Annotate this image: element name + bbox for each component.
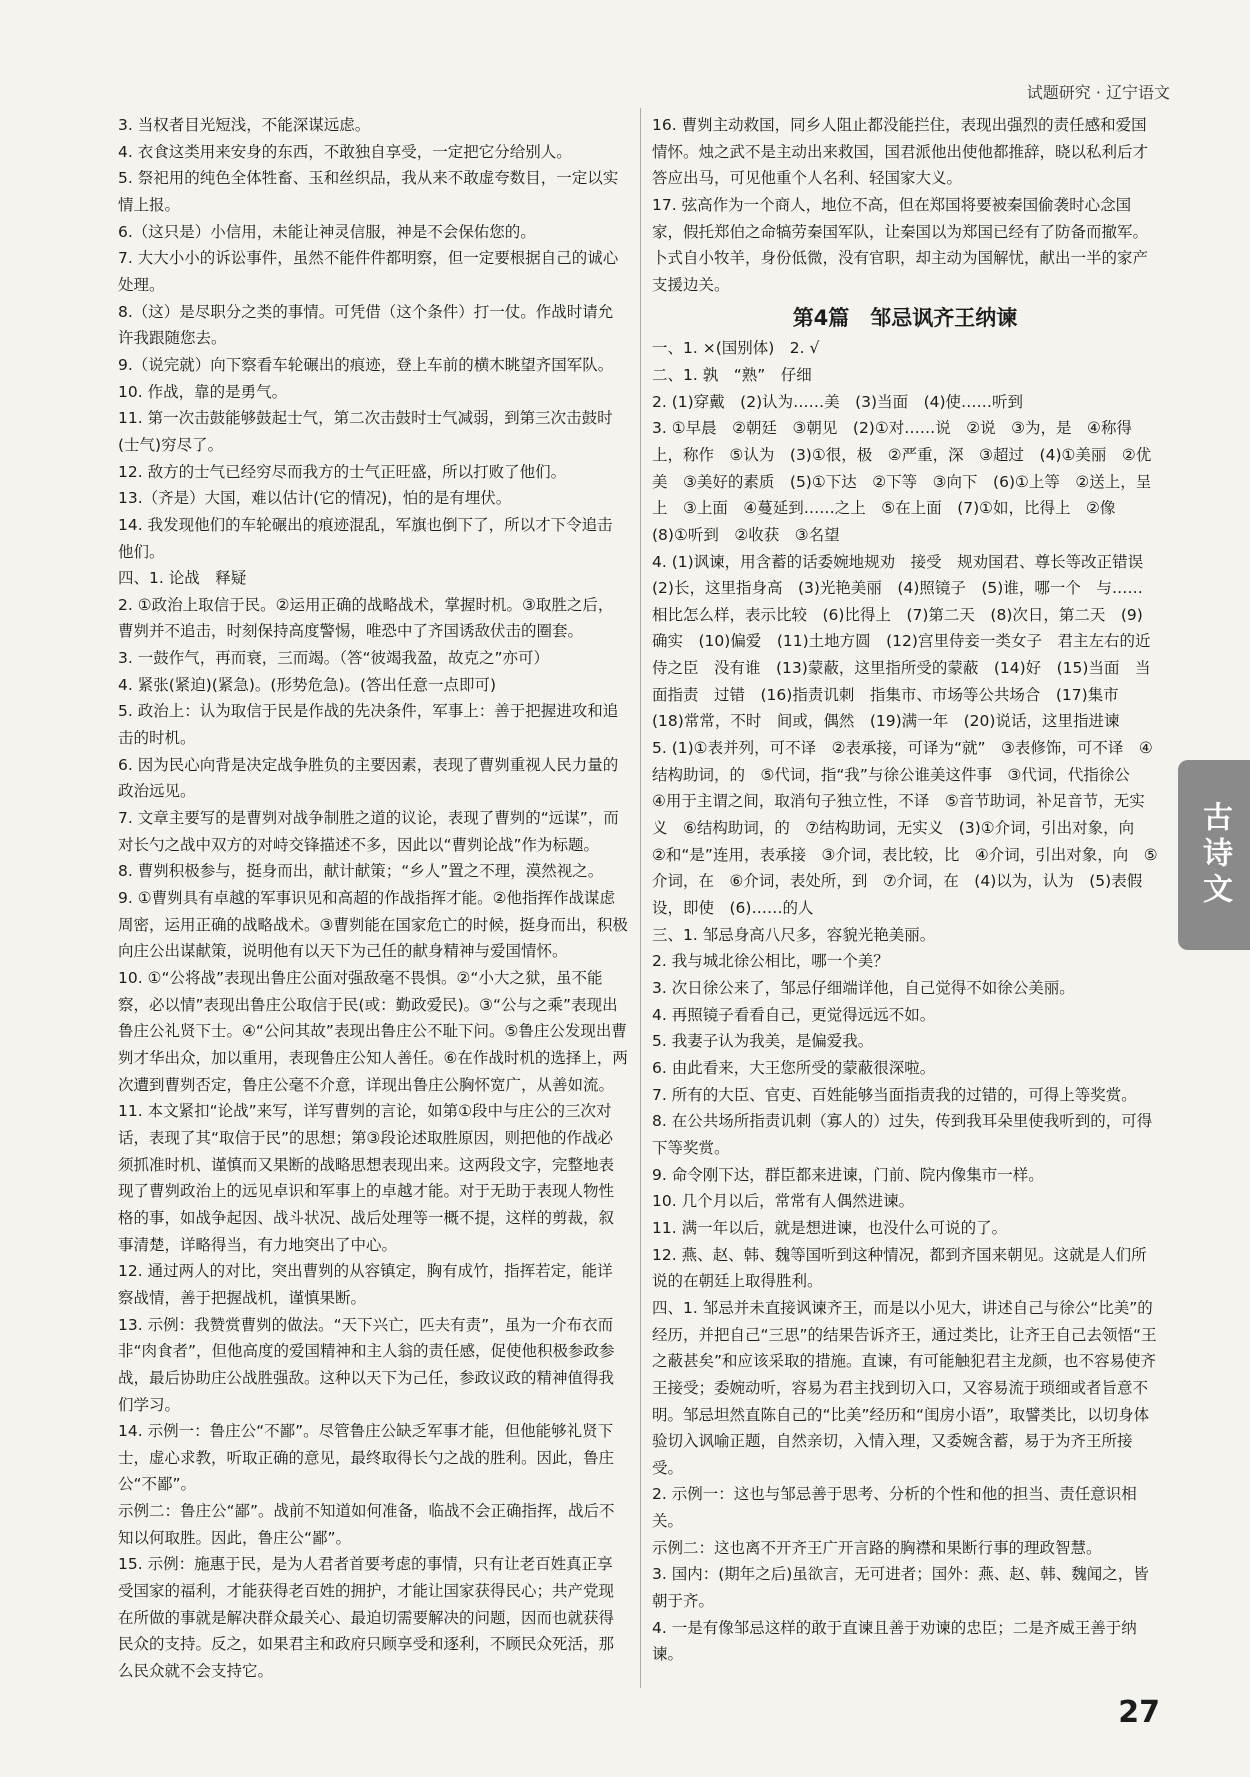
answer-item: 10. 作战，靠的是勇气。 [118, 382, 288, 401]
answer-item: 12. 通过两人的对比，突出曹刿的从容镇定，胸有成竹，指挥若定，能详察战情，善于把握战机，谨慎果断。 [118, 1262, 613, 1307]
answer-item: 9.（说完就）向下察看车轮碾出的痕迹，登上车前的横木眺望齐国军队。 [118, 355, 614, 374]
answer-item: 12. 燕、赵、韩、魏等国听到这种情况，都到齐国来朝见。这就是人们所说的在朝廷上取得胜利。 [652, 1245, 1147, 1291]
answer-item: 13.（齐是）大国，难以估计(它的情况)，怕的是有埋伏。 [118, 489, 512, 508]
answer-item: 14. 我发现他们的车轮碾出的痕迹混乱，军旗也倒下了，所以才下令追击他们。 [118, 515, 613, 561]
right-column [652, 112, 1158, 1668]
answer-item: 一、1. ×(国别体) 2. √ [652, 339, 820, 358]
answer-item: 10. ①“公将战”表现出鲁庄公面对强敌毫不畏惧。②“小大之狱，虽不能察，必以情”表现出鲁庄公取信于民(或：勤政爱民)。③“公与之乘”表现出鲁庄公礼贤下士。④“公问其故”表现出鲁庄公不耻下问。⑤鲁庄公发现出曹刿才华出众，加以重用，表现鲁庄公知人善任。⑥在作战时机的选择上，两次遭到曹刿否定，鲁庄公毫不介意，详现出鲁庄公胸怀宽广，从善如流。 [118, 969, 628, 1094]
answer-item: 4. 一是有像邹忌这样的敢于直谏且善于劝谏的忠臣；二是齐威王善于纳谏。 [652, 1618, 1137, 1664]
answer-item: 2. 示例一：这也与邹忌善于思考、分析的个性和他的担当、责任意识相关。 [652, 1485, 1137, 1531]
answer-item: 9. ①曹刿具有卓越的军事识见和高超的作战指挥才能。②他指挥作战谋虑周密，运用正确的战略战术。③曹刿能在国家危亡的时候，挺身而出，积极向庄公出谋献策，说明他有以天下为己任的献身精神与爱国情怀。 [118, 889, 628, 961]
answer-item: 3. 次日徐公来了，邹忌仔细端详他，自己觉得不如徐公美丽。 [652, 979, 1075, 997]
answer-item: 14. 示例一：鲁庄公“不鄙”。尽管鲁庄公缺乏军事才能，但他能够礼贤下士，虚心求教，听取正确的意见，最终取得长勺之战的胜利。因此，鲁庄公“不鄙”。 [118, 1422, 615, 1494]
answer-item: 3. 当权者目光短浅，不能深谋远虑。 [118, 116, 371, 134]
answer-item: 9. 命令刚下达，群臣都来进谏，门前、院内像集市一样。 [652, 1165, 1044, 1184]
answer-item: 5. 我妻子认为我美，是偏爱我。 [652, 1032, 874, 1051]
answer-item: 7. 所有的大臣、官吏、百姓能够当面指责我的过错的，可得上等奖赏。 [652, 1085, 1137, 1104]
answer-item: 7. 文章主要写的是曹刿对战争制胜之道的议论，表现了曹刿的“远谋”，而对长勺之战中双方的对峙交锋描述不多，因此以“曹刿论战”作为标题。 [118, 809, 619, 854]
answer-item: 三、1. 邹忌身高八尺多，容貌光艳美丽。 [652, 925, 936, 944]
answer-item: 4. 衣食这类用来安身的东西，不敢独自享受，一定把它分给别人。 [118, 142, 572, 161]
page-number: 27 [1118, 1695, 1160, 1730]
answer-item: 2. 我与城北徐公相比，哪一个美？ [652, 952, 889, 971]
left-column [118, 112, 628, 1685]
answer-item: 2. (1)穿戴 (2)认为……美 (3)当面 (4)使……听到 [652, 392, 1024, 411]
section-title: 第4篇 邹忌讽齐王纳谏 [792, 305, 1018, 330]
answer-item: 13. 示例：我赞赏曹刿的做法。“天下兴亡，匹夫有责”，虽为一介布衣而非“肉食者”，但他高度的爱国精神和主人翁的责任感，促使他积极参政参战，最后协助庄公战胜强敌。这种以天下为己任，参政议政的精神值得我们学习。 [118, 1315, 615, 1414]
answer-item: 示例二：这也离不开齐王广开言路的胸襟和果断行事的理政智慧。 [652, 1538, 1102, 1557]
page-header: 试题研究 · 辽宁语文 [1026, 83, 1170, 102]
answer-item: 4. 紧张(紧迫)(紧急)。(形势危急)。(答出任意一点即可) [118, 675, 497, 694]
answer-item: 6.（这只是）小信用，未能让神灵信服，神是不会保佑您的。 [118, 222, 536, 241]
answer-item: 7. 大大小小的诉讼事件，虽然不能件件都明察，但一定要根据自己的诚心处理。 [118, 249, 619, 294]
answer-item: 4. (1)讽谏，用含蓄的话委婉地规劝 接受 规劝国君、尊长等改正错误 (2)长，这里指身高 (3)光艳美丽 (4)照镜子 (5)谁，哪一个 与……相比怎么样，表示比较 (6)比得上 (7)第二天 (8)次日，第二天 (9)确实 (10)偏爱 (11)土地方圆 (12)宫里侍妾一类女子 君主左右的近侍之臣 没有谁 (13)蒙蔽，这里指所受的蒙蔽 (14)好 (15)当面 当面指责 过错 (16)指责讥刺 指集市、市场等公共场合 (17)集市 (18)常常，不时 间或，偶然 (19)满一年 (20)说话，这里指进谏 [652, 552, 1159, 731]
answer-item: 8. 在公共场所指责讥刺（寡人的）过失，传到我耳朵里使我听到的，可得下等奖赏。 [652, 1112, 1153, 1157]
answer-item: 15. 示例：施惠于民，是为人君者首要考虑的事情，只有让老百姓真正享受国家的福利，才能获得老百姓的拥护，才能让国家获得民心；共产党现在所做的事就是解决群众最关心、最迫切需要解决的问题，因而也就获得民众的支持。反之，如果君主和政府只顾享受和逐利，不顾民众死活，那么民众就不会支持它。 [118, 1555, 615, 1681]
answer-item: 8.（这）是尽职分之类的事情。可凭借（这个条件）打一仗。作战时请允许我跟随您去。 [118, 302, 614, 348]
answer-item: 8. 曹刿积极参与，挺身而出，献计献策；“乡人”置之不理，漠然视之。 [118, 862, 604, 881]
section-tab[interactable]: 古诗文 [1178, 760, 1250, 950]
answer-item: 11. 第一次击鼓能够鼓起士气，第二次击鼓时士气减弱，到第三次击鼓时(士气)穷尽了。 [118, 409, 613, 454]
answer-item: 4. 再照镜子看看自己，更觉得远远不如。 [652, 1005, 936, 1024]
answer-item: 11. 满一年以后，就是想进谏，也没什么可说的了。 [652, 1218, 1008, 1237]
answer-item: 四、1. 邹忌并未直接讽谏齐王，而是以小见大，讲述自己与徐公“比美”的经历，并把自己“三思”的结果告诉齐王，通过类比，让齐王自己去领悟“王之蔽甚矣”和应该采取的措施。直谏，有可能触犯君主龙颜，也不容易使齐王接受；委婉动听，容易为君主找到切入口，又容易流于琐细或者旨意不明。邹忌坦然直陈自己的“比美”经历和“闺房小语”，取譬类比，以切身体验切入讽喻正题，自然亲切，入情入理，又委婉含蓄，易于为齐王所接受。 [652, 1298, 1157, 1477]
answer-item: 示例二：鲁庄公“鄙”。战前不知道如何准备，临战不会正确指挥，战后不知以何取胜。因此，鲁庄公“鄙”。 [118, 1502, 615, 1547]
answer-item: 17. 弦高作为一个商人，地位不高，但在郑国将要被秦国偷袭时心念国家，假托郑伯之命犒劳秦国军队，让秦国以为郑国已经有了防备而撤军。卜式自小牧羊，身份低微，没有官职，却主动为国解忧，献出一半的家产支援边关。 [652, 195, 1149, 294]
answer-item: 6. 由此看来，大王您所受的蒙蔽很深啦。 [652, 1058, 936, 1077]
answer-item: 3. 一鼓作气，再而衰，三而竭。（答“彼竭我盈，故克之”亦可） [118, 649, 550, 668]
answer-item: 12. 敌方的士气已经穷尽而我方的士气正旺盛，所以打败了他们。 [118, 462, 567, 481]
answer-item: 二、1. 孰 “熟” 仔细 [652, 365, 812, 384]
answer-item: 3. ①早晨 ②朝廷 ③朝见 (2)①对……说 ②说 ③为，是 ④称得上，称作 ⑤认为 (3)①很，极 ②严重，深 ③超过 (4)①美丽 ②优美 ③美好的素质 (5)①下达 ②下等 ③向下 (6)①上等 ②送上，呈上 ③上面 ④蔓延到……之上 ⑤在上面 (7)①如，比得上 ②像 (8)①听到 ②收获 ③名望 [652, 419, 1152, 544]
answer-item: 3. 国内：(期年之后)虽欲言，无可进者；国外：燕、赵、韩、魏闻之，皆朝于齐。 [652, 1565, 1149, 1611]
answer-item: 四、1. 论战 释疑 [118, 569, 247, 588]
answer-item: 2. ①政治上取信于民。②运用正确的战略战术，掌握时机。③取胜之后，曹刿并不追击，时刻保持高度警惕，唯恐中了齐国诱敌伏击的圈套。 [118, 595, 614, 641]
answer-item: 6. 因为民心向背是决定战争胜负的主要因素，表现了曹刿重视人民力量的政治远见。 [118, 755, 619, 801]
answer-item: 5. 祭祀用的纯色全体牲畜、玉和丝织品，我从来不敢虚夸数目，一定以实情上报。 [118, 169, 619, 214]
answer-item: 5. 政治上：认为取信于民是作战的先决条件，军事上：善于把握进攻和追击的时机。 [118, 702, 619, 748]
column-divider [640, 108, 641, 1688]
answer-item: 16. 曹刿主动救国，同乡人阻止都没能拦住，表现出强烈的责任感和爱国情怀。烛之武不是主动出来救国，国君派他出使他都推辞，晓以私利后才答应出马，可见他重个人名利、轻国家大义。 [652, 116, 1149, 188]
answer-item: 10. 几个月以后，常常有人偶然进谏。 [652, 1192, 915, 1211]
answer-item: 11. 本文紧扣“论战”来写，详写曹刿的言论，如第①段中与庄公的三次对话，表现了其“取信于民”的思想；第③段论述取胜原因，则把他的作战必须抓准时机、谨慎而又果断的战略思想表现出来。这两段文字，完整地表现了曹刿政治上的远见卓识和军事上的卓越才能。对于无助于表现人物性格的事，如战争起因、战斗状况、战后处理等一概不提，这样的剪裁，叙事清楚，详略得当，有力地突出了中心。 [118, 1102, 615, 1254]
answer-item: 5. (1)①表并列，可不译 ②表承接，可译为“就” ③表修饰，可不译 ④结构助词，的 ⑤代词，指“我”与徐公谁美这件事 ③代词，代指徐公 ④用于主谓之间，取消句子独立性，不译 ⑤音节助词，补足音节，无实义 ⑥结构助词，的 ⑦结构助词，无实义 (3)①介词，引出对象，向 ②和“是”连用，表承接 ③介词，表比较，比 ④介词，引出对象，向 ⑤介词，在 ⑥介词，表处所，到 ⑦介词，在 (4)以为，认为 (5)表假设，即使 (6)……的人 [652, 739, 1158, 918]
